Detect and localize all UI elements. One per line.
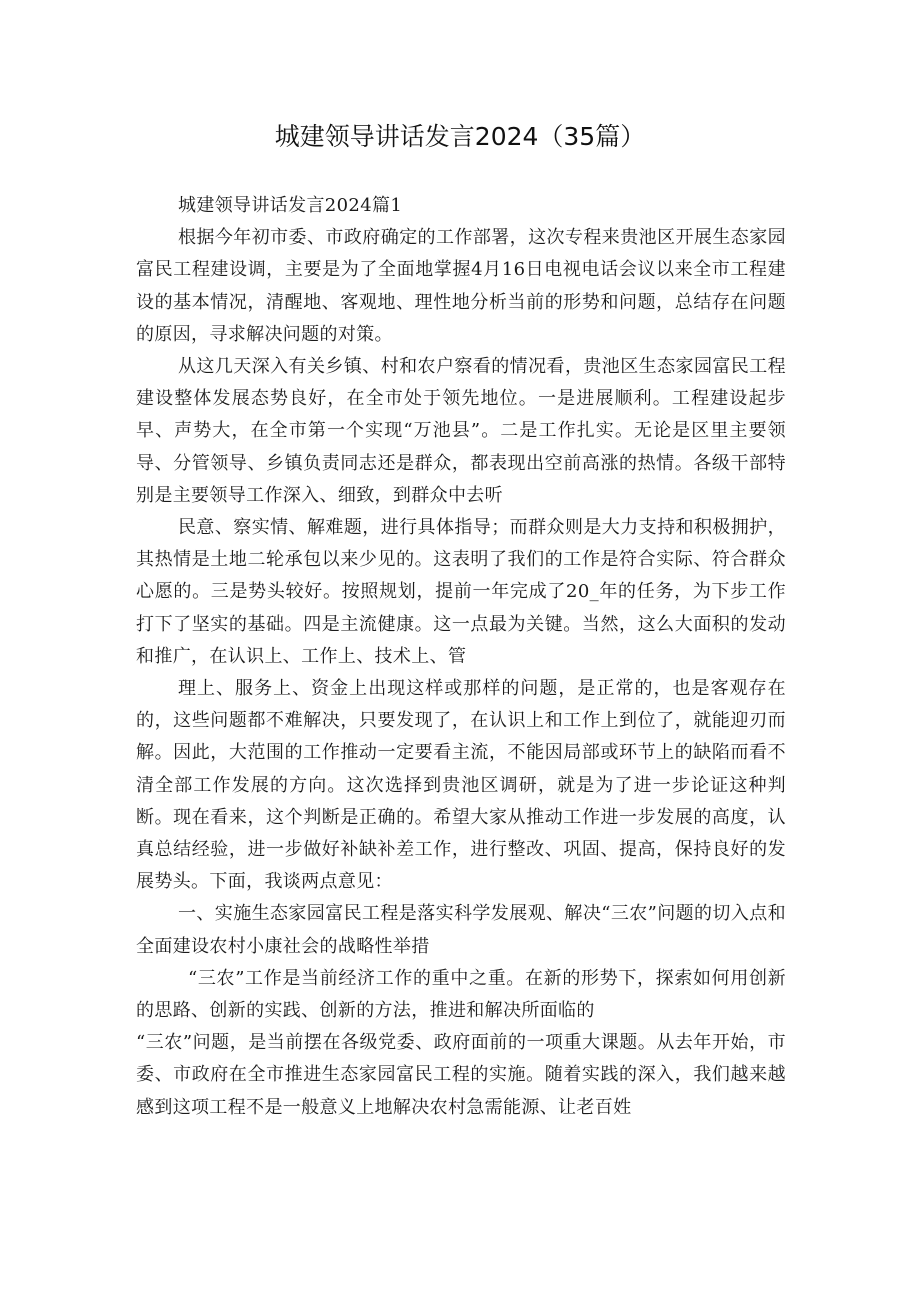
section-heading: 城建领导讲话发言2024篇1 [178, 195, 403, 216]
paragraph: 根据今年初市委、市政府确定的工作部署，这次专程来贵池区开展生态家园富民工程建设调，主要是为了全面地掌握4月16日电视电话会议以来全市工程建设的基本情况，清醒地、客观地、理性地分析当前的形势和问题，总结存在问题的原因，寻求解决问题的对策。 [136, 227, 786, 345]
paragraph: 民意、察实情、解难题，进行具体指导；而群众则是大力支持和积极拥护，其热情是土地二轮承包以来少见的。这表明了我们的工作是符合实际、符合群众心愿的。三是势头较好。按照规划，提前一年完成了20_年的任务，为下步工作打下了坚实的基础。四是主流健康。这一点最为关键。当然，这么大面积的发动和推广，在认识上、工作上、技术上、管 [136, 517, 786, 667]
document-title: 城建领导讲话发言2024（35篇） [274, 122, 646, 151]
paragraph: “三农”工作是当前经济工作的重中之重。在新的形势下，探索如何用创新的思路、创新的实践、创新的方法，推进和解决所面临的 [136, 967, 786, 1022]
paragraph: “三农”问题，是当前摆在各级党委、政府面前的一项重大课题。从去年开始，市委、市政府在全市推进生态家园富民工程的实施。随着实践的深入，我们越来越感到这项工程不是一般意义上地解决农村急需能源、让老百姓 [136, 1032, 786, 1118]
document-body [136, 190, 786, 1124]
paragraph: 理上、服务上、资金上出现这样或那样的问题，是正常的，也是客观存在的，这些问题都不难解决，只要发现了，在认识上和工作上到位了，就能迎刃而解。因此，大范围的工作推动一定要看主流，不能因局部或环节上的缺陷而看不清全部工作发展的方向。这次选择到贵池区调研，就是为了进一步论证这种判断。现在看来，这个判断是正确的。希望大家从推动工作进一步发展的高度，认真总结经验，进一步做好补缺补差工作，进行整改、巩固、提高，保持良好的发展势头。下面，我谈两点意见： [136, 678, 786, 893]
subsection-heading: 一、实施生态家园富民工程是落实科学发展观、解决“三农”问题的切入点和全面建设农村小康社会的战略性举措 [136, 903, 786, 957]
paragraph: 从这几天深入有关乡镇、村和农户察看的情况看，贵池区生态家园富民工程建设整体发展态势良好，在全市处于领先地位。一是进展顺利。工程建设起步早、声势大，在全市第一个实现“万池县”。二是工作扎实。无论是区里主要领导、分管领导、乡镇负责同志还是群众，都表现出空前高涨的热情。各级干部特别是主要领导工作深入、细致，到群众中去听 [136, 356, 786, 506]
